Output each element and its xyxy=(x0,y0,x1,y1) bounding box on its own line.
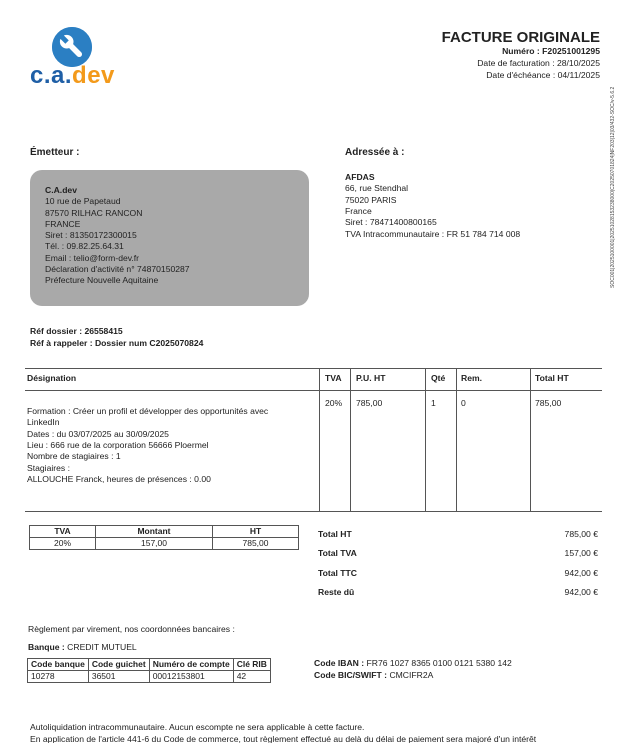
invoice-title: FACTURE ORIGINALE xyxy=(441,29,600,46)
side-reference-text: SOC001|2025100001|20251028153238000|C20250701824|NF203|12|03/432-SOC/v-5.6.2 xyxy=(610,86,616,288)
col-header-pu: P.U. HT xyxy=(356,373,386,383)
dossier-ref: Réf dossier : 26558415 xyxy=(30,326,123,336)
total-tva-label: Total TVA xyxy=(318,548,357,558)
recipient-line: 75020 PARIS xyxy=(345,194,397,205)
table-header-divider xyxy=(25,390,602,391)
vat-cell: 157,00 xyxy=(96,538,213,550)
bank-line xyxy=(28,642,137,653)
bank-col-header: Clé RIB xyxy=(233,659,270,671)
designation-line: LinkedIn xyxy=(27,417,60,428)
items-table xyxy=(25,368,602,512)
table-border-top xyxy=(25,368,602,369)
recall-ref: Réf à rappeler : Dossier num C2025070824 xyxy=(30,338,204,348)
vat-row xyxy=(30,538,299,550)
item-rem: 0 xyxy=(461,398,466,408)
col-divider xyxy=(425,368,426,512)
col-header-tva: TVA xyxy=(325,373,342,383)
bank-col-header: Code guichet xyxy=(88,659,149,671)
item-qty: 1 xyxy=(431,398,436,408)
invoice-date: Date de facturation : 28/10/2025 xyxy=(477,58,600,68)
invoice-number-value: F20251001295 xyxy=(542,46,600,56)
col-divider xyxy=(319,368,320,512)
emitter-title: Émetteur : xyxy=(30,147,80,158)
vat-col-header: TVA xyxy=(30,526,96,538)
emitter-line: 10 rue de Papetaud xyxy=(45,196,121,207)
emitter-line: Préfecture Nouvelle Aquitaine xyxy=(45,275,159,285)
recipient-line: 66, rue Stendhal xyxy=(345,183,409,194)
bank-row xyxy=(28,671,271,683)
vat-cell: 785,00 xyxy=(213,538,299,550)
bic-line xyxy=(314,670,433,681)
bic-label: Code BIC/SWIFT : xyxy=(314,670,390,680)
item-designation xyxy=(27,406,315,485)
logo-text-part1: c.a. xyxy=(30,62,73,89)
total-ht-value: 785,00 € xyxy=(564,529,598,539)
invoice-number-label: Numéro : xyxy=(502,46,543,56)
vat-cell: 20% xyxy=(30,538,96,550)
emitter-line: Email : telio@form-dev.fr xyxy=(45,252,140,263)
vat-summary-table xyxy=(29,525,299,550)
footer-line: Autoliquidation intracommunautaire. Aucun escompte ne sera applicable à cette facture. xyxy=(30,722,365,732)
emitter-name: C.A.dev xyxy=(45,185,77,195)
recipient-block xyxy=(345,172,520,240)
designation-line: Lieu : 666 rue de la corporation 56666 Ploermel xyxy=(27,440,209,451)
logo-text-part2: dev xyxy=(72,62,115,89)
designation-line: Nombre de stagiaires : 1 xyxy=(27,451,121,462)
item-tva: 20% xyxy=(325,398,343,408)
recipient-line: Siret : 78471400800165 xyxy=(345,217,437,228)
col-header-qty: Qté xyxy=(431,373,446,383)
invoice-number xyxy=(502,46,600,57)
iban-line xyxy=(314,658,512,669)
designation-line: ALLOUCHE Franck, heures de présences : 0.00 xyxy=(27,474,211,485)
bank-col-header: Code banque xyxy=(28,659,89,671)
payment-text: Règlement par virement, nos coordonnées bancaires : xyxy=(28,624,235,634)
bank-cell: 42 xyxy=(233,671,270,683)
vat-col-header: HT xyxy=(213,526,299,538)
footer-line: En application de l'article 441-6 du Code de commerce, tout règlement effectué au delà du délai de paiement sera majoré d'un intérêt xyxy=(30,734,537,743)
col-divider xyxy=(456,368,457,512)
balance-due-label: Reste dû xyxy=(318,587,355,597)
col-divider xyxy=(350,368,351,512)
emitter-line: Tél. : 09.82.25.64.31 xyxy=(45,241,124,252)
company-logo-text xyxy=(30,64,115,88)
bic-value: CMCIFR2A xyxy=(389,670,434,680)
bank-label: Banque : xyxy=(28,642,68,652)
recipient-title: Adressée à : xyxy=(345,147,405,158)
bank-cell: 10278 xyxy=(28,671,89,683)
recipient-line: France xyxy=(345,206,372,217)
due-date: Date d'échéance : 04/11/2025 xyxy=(486,70,600,80)
col-header-designation: Désignation xyxy=(27,373,77,383)
bank-col-header: Numéro de compte xyxy=(149,659,233,671)
recipient-name: AFDAS xyxy=(345,172,375,182)
emitter-line: Siret : 81350172300015 xyxy=(45,230,137,240)
total-ttc-value: 942,00 € xyxy=(564,568,598,578)
designation-line: Formation : Créer un profil et développer des opportunités avec xyxy=(27,406,269,416)
vat-header-row xyxy=(30,526,299,538)
balance-due-value: 942,00 € xyxy=(564,587,598,597)
vat-col-header: Montant xyxy=(96,526,213,538)
bank-details-table xyxy=(27,658,271,683)
emitter-line: 87570 RILHAC RANCON xyxy=(45,207,143,218)
logo-wrench-icon xyxy=(52,27,92,67)
item-total: 785,00 xyxy=(535,398,562,408)
designation-line: Dates : du 03/07/2025 au 30/09/2025 xyxy=(27,428,169,439)
emitter-line: FRANCE xyxy=(45,218,81,229)
bank-name: CREDIT MUTUEL xyxy=(67,642,137,652)
bank-header-row xyxy=(28,659,271,671)
col-header-total: Total HT xyxy=(535,373,569,383)
col-header-rem: Rem. xyxy=(461,373,483,383)
table-border-bottom xyxy=(25,511,602,512)
total-ht-label: Total HT xyxy=(318,529,352,539)
designation-line: Stagiaires : xyxy=(27,462,70,473)
emitter-line: Déclaration d'activité n° 74870150287 xyxy=(45,263,190,274)
emitter-box xyxy=(30,170,309,306)
item-pu: 785,00 xyxy=(356,398,383,408)
bank-cell: 36501 xyxy=(88,671,149,683)
total-tva-value: 157,00 € xyxy=(564,548,598,558)
iban-label: Code IBAN : xyxy=(314,658,367,668)
recipient-line: TVA Intracommunautaire : FR 51 784 714 008 xyxy=(345,228,521,239)
total-ttc-label: Total TTC xyxy=(318,568,357,578)
iban-value: FR76 1027 8365 0100 0121 5380 142 xyxy=(366,658,512,668)
bank-cell: 00012153801 xyxy=(149,671,233,683)
col-divider xyxy=(530,368,531,512)
side-reference xyxy=(609,40,618,288)
